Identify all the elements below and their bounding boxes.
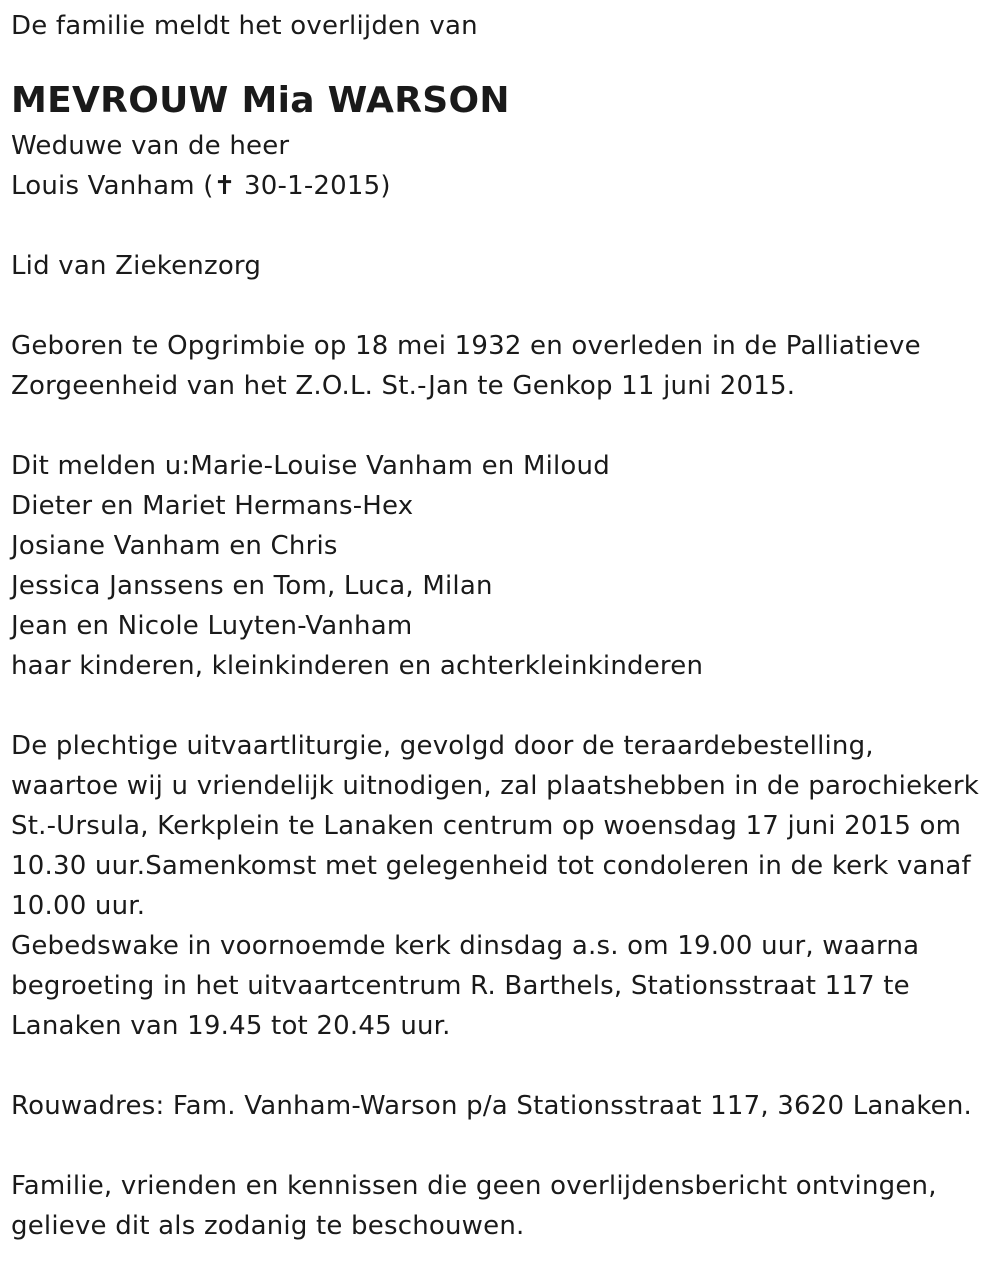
funeral-line: Gebedswake in voornoemde kerk dinsdag a.s. om 19.00 uur, waarna bbox=[11, 931, 920, 961]
funeral-line: begroeting in het uitvaartcentrum R. Barthels, Stationsstraat 117 te bbox=[11, 971, 910, 1001]
birth-death-line: Geboren te Opgrimbie op 18 mei 1932 en overleden in de Palliatieve bbox=[11, 331, 921, 361]
closing-line: gelieve dit als zodanig te beschouwen. bbox=[11, 1211, 525, 1241]
mourning-address: Rouwadres: Fam. Vanham-Warson p/a Stationsstraat 117, 3620 Lanaken. bbox=[11, 1091, 973, 1121]
intro-text: De familie meldt het overlijden van bbox=[11, 11, 478, 41]
announcer-line: haar kinderen, kleinkinderen en achterkleinkinderen bbox=[11, 651, 704, 681]
announcer-line: Josiane Vanham en Chris bbox=[11, 531, 338, 561]
closing-line: Familie, vrienden en kennissen die geen overlijdensbericht ontvingen, bbox=[11, 1171, 937, 1201]
birth-death-line: Zorgeenheid van het Z.O.L. St.-Jan te Genkop 11 juni 2015. bbox=[11, 371, 796, 401]
deceased-name: MEVROUW Mia WARSON bbox=[11, 80, 510, 121]
funeral-line: De plechtige uitvaartliturgie, gevolgd door de teraardebestelling, bbox=[11, 731, 874, 761]
announcer-line: Dieter en Mariet Hermans-Hex bbox=[11, 491, 414, 521]
announcer-line: Jean en Nicole Luyten-Vanham bbox=[11, 611, 413, 641]
funeral-line: St.-Ursula, Kerkplein te Lanaken centrum op woensdag 17 juni 2015 om bbox=[11, 811, 962, 841]
membership-text: Lid van Ziekenzorg bbox=[11, 251, 262, 281]
spacer bbox=[11, 686, 1000, 726]
spacer bbox=[11, 206, 1000, 246]
spacer bbox=[11, 406, 1000, 446]
announcer-line: Dit melden u:Marie-Louise Vanham en Miloud bbox=[11, 451, 610, 481]
spacer bbox=[11, 1046, 1000, 1086]
spacer bbox=[11, 286, 1000, 326]
funeral-line: Lanaken van 19.45 tot 20.45 uur. bbox=[11, 1011, 451, 1041]
spacer bbox=[11, 1126, 1000, 1166]
announcer-line: Jessica Janssens en Tom, Luca, Milan bbox=[11, 571, 493, 601]
funeral-line: 10.00 uur. bbox=[11, 891, 146, 921]
funeral-line: 10.30 uur.Samenkomst met gelegenheid tot condoleren in de kerk vanaf bbox=[11, 851, 971, 881]
widow-line-1: Weduwe van de heer bbox=[11, 131, 290, 161]
widow-line-2: Louis Vanham (✝ 30-1-2015) bbox=[11, 171, 391, 201]
funeral-line: waartoe wij u vriendelijk uitnodigen, zal plaatshebben in de parochiekerk bbox=[11, 771, 979, 801]
